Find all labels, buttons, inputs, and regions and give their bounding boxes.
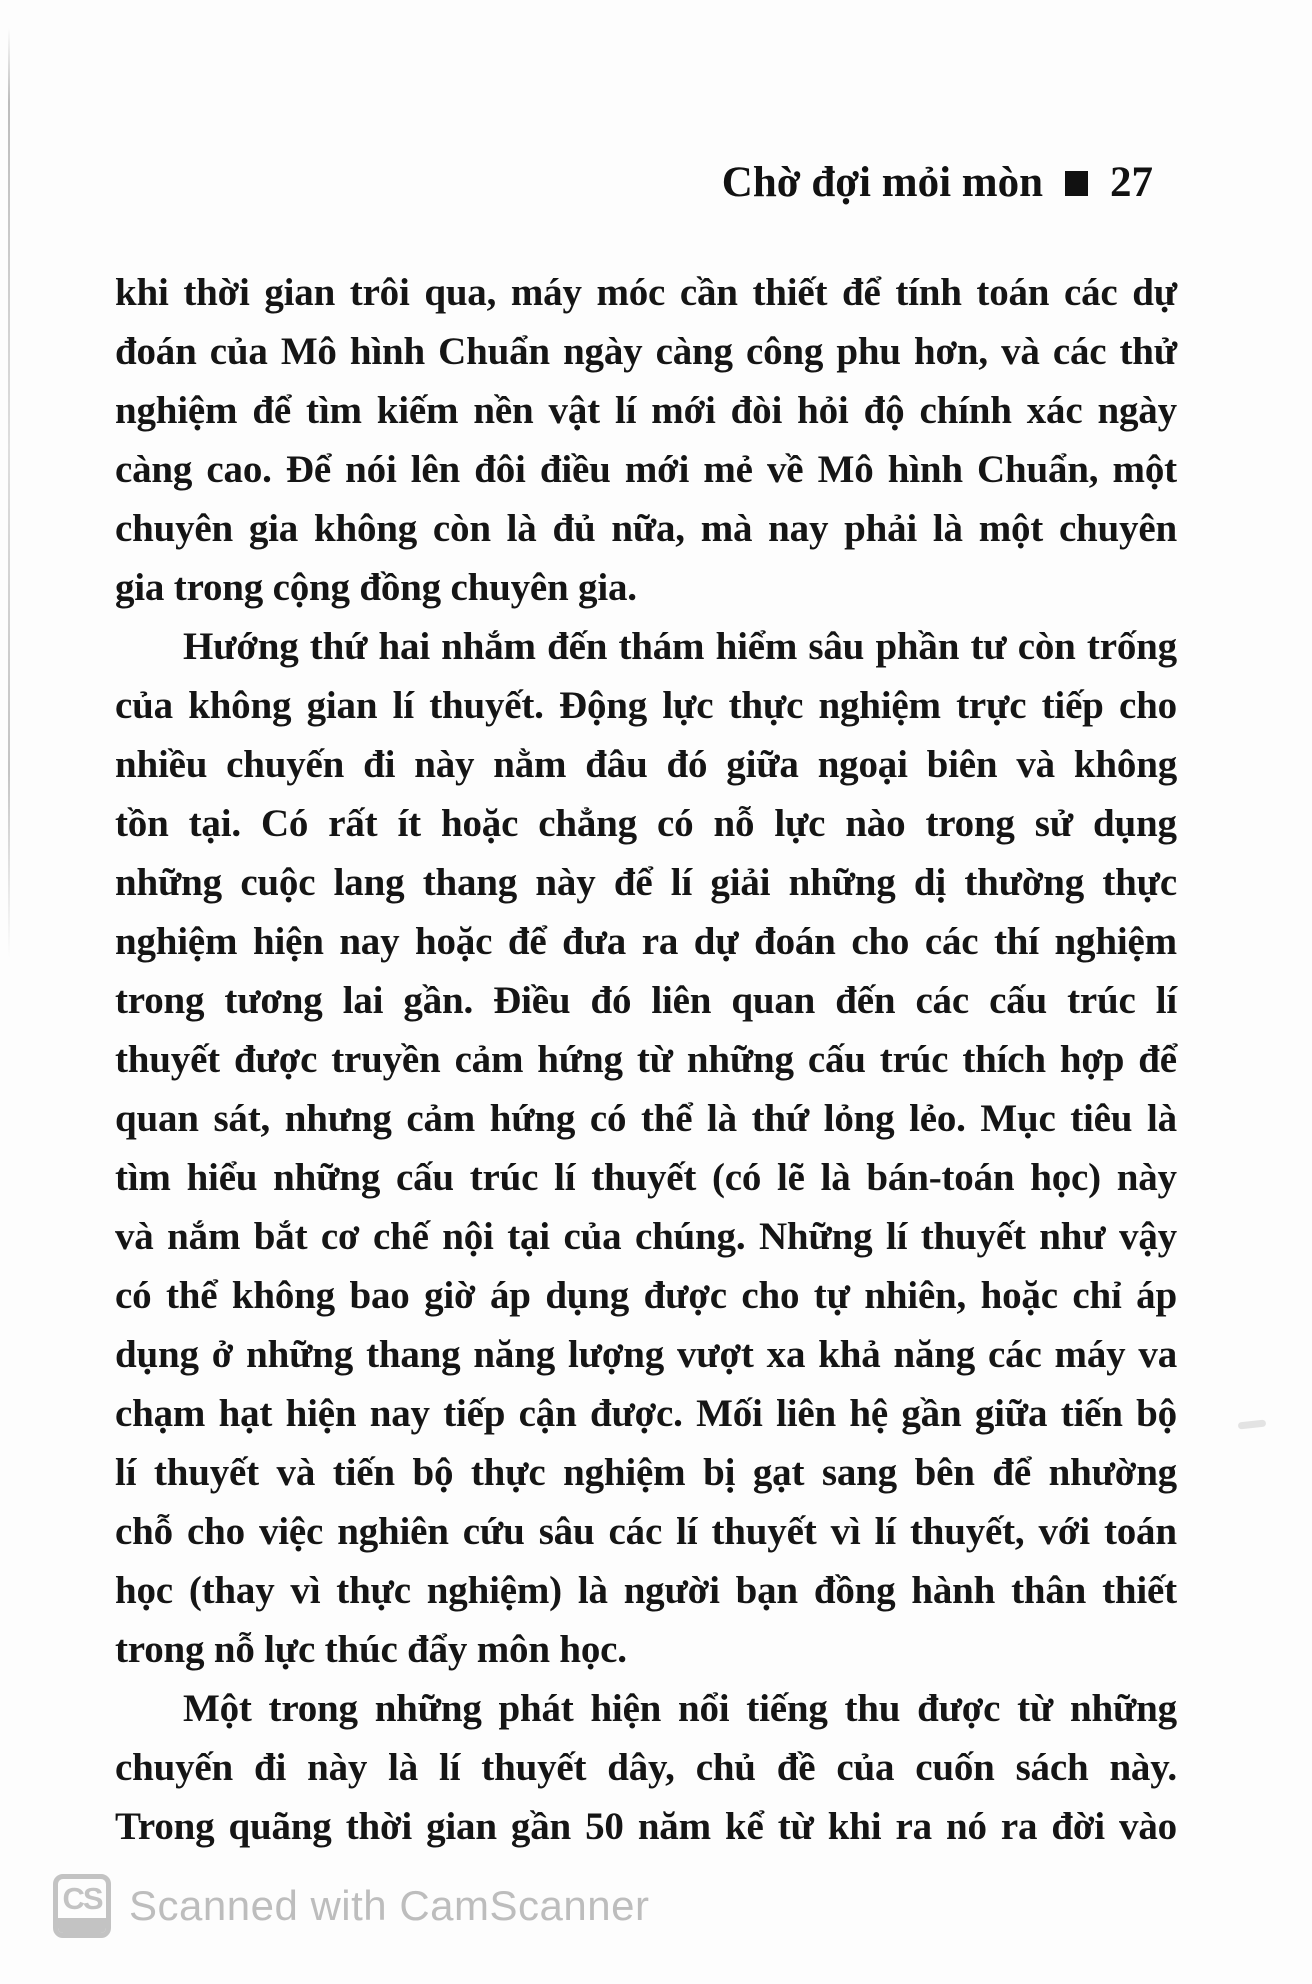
page-number: 27 [1110, 159, 1153, 206]
scan-edge-artifact [8, 28, 10, 958]
text-line: nghiệm hiện nay hoặc để đưa ra dự đoán cho các thí nghiệm [115, 920, 1177, 963]
text-line: chỗ cho việc nghiên cứu sâu các lí thuyết vì lí thuyết, với toán [115, 1510, 1177, 1553]
text-line: tìm hiểu những cấu trúc lí thuyết (có lẽ là bán-toán học) này [115, 1156, 1177, 1199]
running-header [722, 158, 1153, 207]
text-line: học (thay vì thực nghiệm) là người bạn đồng hành thân thiết [115, 1569, 1177, 1612]
text-line: chạm hạt hiện nay tiếp cận được. Mối liên hệ gần giữa tiến bộ [115, 1392, 1177, 1435]
text-line: và nắm bắt cơ chế nội tại của chúng. Những lí thuyết như vậy [115, 1215, 1177, 1258]
text-line: Trong quãng thời gian gần 50 năm kể từ khi ra nó ra đời vào [115, 1805, 1177, 1848]
text-line: lí thuyết và tiến bộ thực nghiệm bị gạt sang bên để nhường [115, 1451, 1177, 1494]
text-line: nghiệm để tìm kiếm nền vật lí mới đòi hỏi độ chính xác ngày [115, 389, 1177, 432]
text-line: trong tương lai gần. Điều đó liên quan đến các cấu trúc lí [115, 979, 1177, 1022]
camscanner-watermark [53, 1874, 649, 1938]
camscanner-logo-text: CS [62, 1881, 102, 1916]
text-line: có thể không bao giờ áp dụng được cho tự nhiên, hoặc chỉ áp [115, 1274, 1177, 1317]
scan-smudge-artifact [1238, 1420, 1267, 1430]
watermark-label: Scanned with CamScanner [129, 1882, 650, 1929]
text-line: gia trong cộng đồng chuyên gia. [115, 566, 637, 609]
text-line: nhiều chuyến đi này nằm đâu đó giữa ngoại biên và không [115, 743, 1177, 786]
text-line: những cuộc lang thang này để lí giải những dị thường thực [115, 861, 1177, 904]
text-line: quan sát, nhưng cảm hứng có thể là thứ lỏng lẻo. Mục tiêu là [115, 1097, 1177, 1140]
text-line: thuyết được truyền cảm hứng từ những cấu trúc thích hợp để [115, 1038, 1177, 1081]
text-line: dụng ở những thang năng lượng vượt xa khả năng các máy va [115, 1333, 1177, 1376]
text-line: Một trong những phát hiện nổi tiếng thu được từ những [183, 1687, 1177, 1730]
text-line: chuyến đi này là lí thuyết dây, chủ đề của cuốn sách này. [115, 1746, 1177, 1789]
text-line: tồn tại. Có rất ít hoặc chẳng có nỗ lực nào trong sử dụng [115, 802, 1177, 845]
text-line: đoán của Mô hình Chuẩn ngày càng công phu hơn, và các thử [115, 330, 1177, 373]
text-line: Hướng thứ hai nhắm đến thám hiểm sâu phần tư còn trống [183, 625, 1177, 668]
page-body [115, 263, 1177, 1856]
camscanner-logo-strip [58, 1918, 106, 1933]
camscanner-logo-icon [53, 1874, 111, 1938]
text-line: của không gian lí thuyết. Động lực thực nghiệm trực tiếp cho [115, 684, 1177, 727]
text-line: càng cao. Để nói lên đôi điều mới mẻ về Mô hình Chuẩn, một [115, 448, 1177, 491]
text-line: chuyên gia không còn là đủ nữa, mà nay phải là một chuyên [115, 507, 1177, 550]
running-header-title: Chờ đợi mỏi mòn [721, 159, 1043, 206]
square-bullet-icon [1065, 171, 1088, 196]
text-line: trong nỗ lực thúc đẩy môn học. [115, 1628, 627, 1671]
text-line: khi thời gian trôi qua, máy móc cần thiết để tính toán các dự [115, 271, 1177, 314]
